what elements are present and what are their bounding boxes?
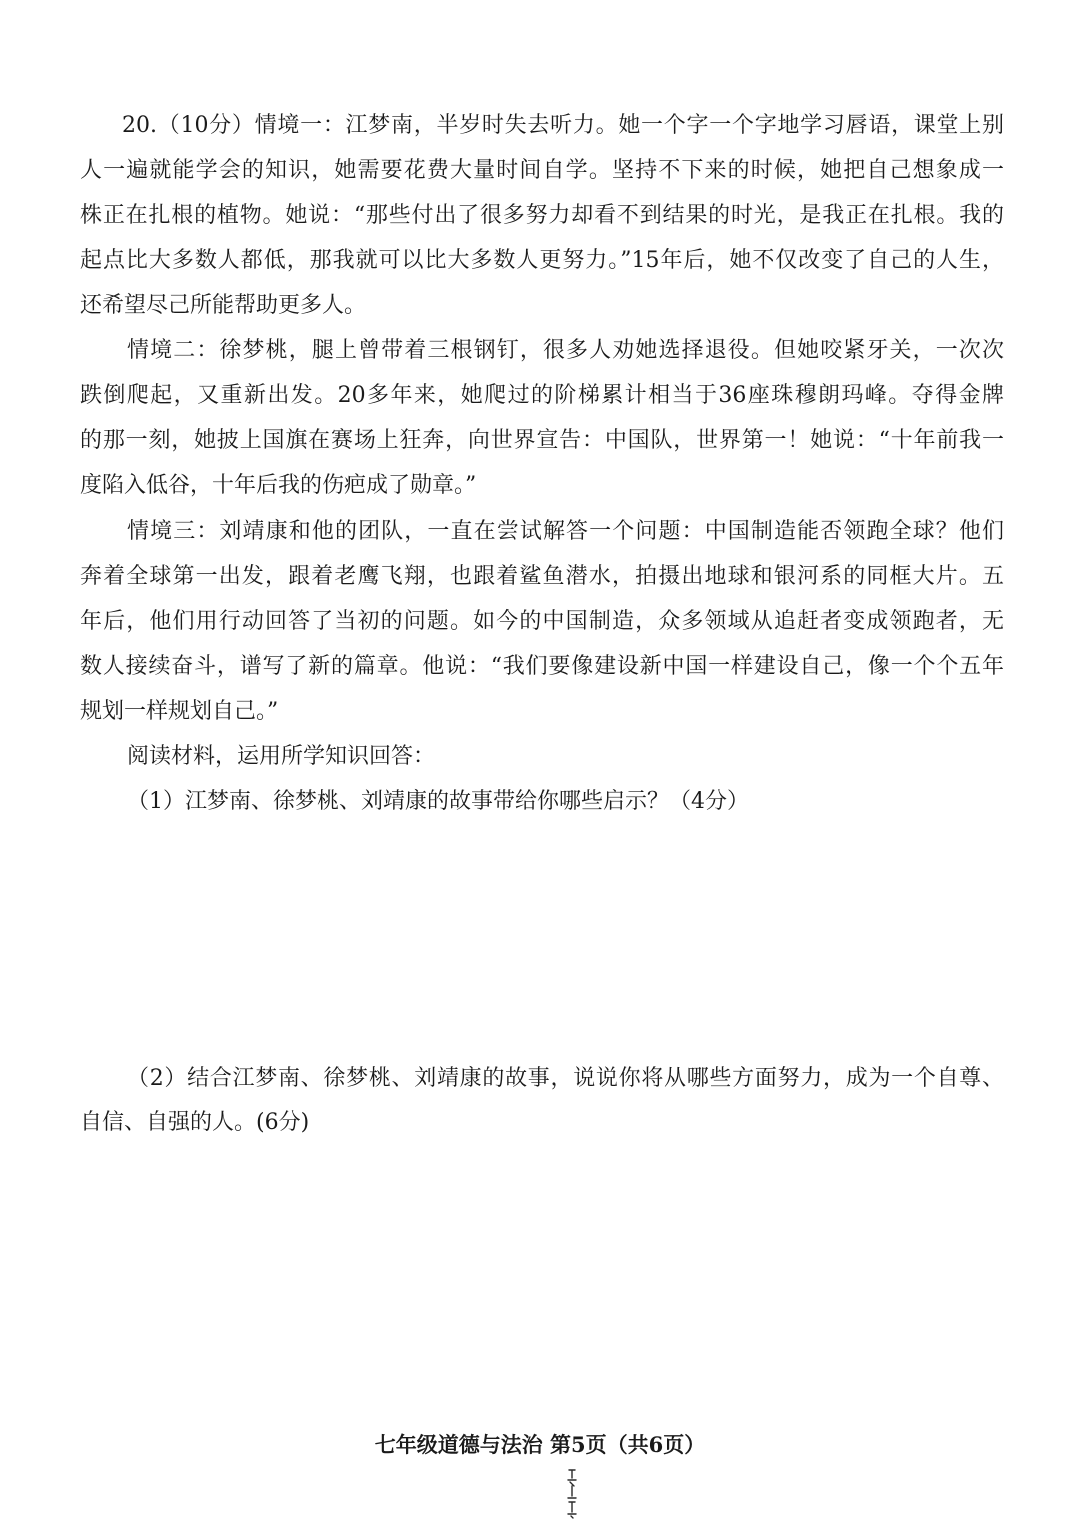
scenario3-line-5: 规划一样规划自己。”	[80, 699, 279, 724]
sub-question-1: （1）江梦南、徐梦桃、刘靖康的故事带给你哪些启示？（4分）	[127, 789, 749, 814]
scenario1-line-3: 株正在扎根的植物。她说：“那些付出了很多努力却看不到结果的时光，是我正在扎根。我的	[80, 203, 1004, 228]
scenario1-line-4: 起点比大多数人都低，那我就可以比大多数人更努力。”15年后，她不仅改变了自己的人生，	[80, 248, 1004, 273]
scenario2-line-1: 情境二：徐梦桃，腿上曾带着三根钢钉，很多人劝她选择退役。但她咬紧牙关，一次次	[127, 338, 1004, 363]
sub-question-2-line-2: 自信、自强的人。(6分)	[80, 1110, 310, 1135]
scenario2-line-2: 跌倒爬起，又重新出发。20多年来，她爬过的阶梯累计相当于36座珠穆朗玛峰。夺得金牌	[80, 383, 1004, 408]
scenario3-line-2: 奔着全球第一出发，跟着老鹰飞翔，也跟着鲨鱼潜水，拍摄出地球和银河系的同框大片。五	[80, 564, 1004, 589]
sub-question-2-line-1: （2）结合江梦南、徐梦桃、刘靖康的故事，说说你将从哪些方面努力，成为一个自尊、	[127, 1066, 1004, 1091]
reading-instruction: 阅读材料，运用所学知识回答：	[127, 744, 436, 769]
scenario1-line-1: 20.（10分）情境一：江梦南，半岁时失去听力。她一个字一个字地学习唇语，课堂上别	[122, 113, 1004, 138]
scenario3-line-1: 情境三：刘靖康和他的团队，一直在尝试解答一个问题：中国制造能否领跑全球？他们	[127, 519, 1004, 544]
page-footer: 七年级道德与法治 第5页（共6页）	[374, 1432, 706, 1457]
scenario1-line-2: 人一遍就能学会的知识，她需要花费大量时间自学。坚持不下来的时候，她把自己想象成一	[80, 158, 1004, 183]
seal-mark-icon	[565, 1468, 579, 1520]
scenario1-line-5: 还希望尽己所能帮助更多人。	[80, 293, 367, 318]
scenario2-line-3: 的那一刻，她披上国旗在赛场上狂奔，向世界宣告：中国队，世界第一！她说：“十年前我一	[80, 428, 1004, 453]
scenario3-line-3: 年后，他们用行动回答了当初的问题。如今的中国制造，众多领域从追赶者变成领跑者，无	[80, 609, 1004, 634]
scenario3-line-4: 数人接续奋斗，谱写了新的篇章。他说：“我们要像建设新中国一样建设自己，像一个个五年	[80, 654, 1004, 679]
scenario2-line-4: 度陷入低谷，十年后我的伤疤成了勋章。”	[80, 473, 477, 498]
